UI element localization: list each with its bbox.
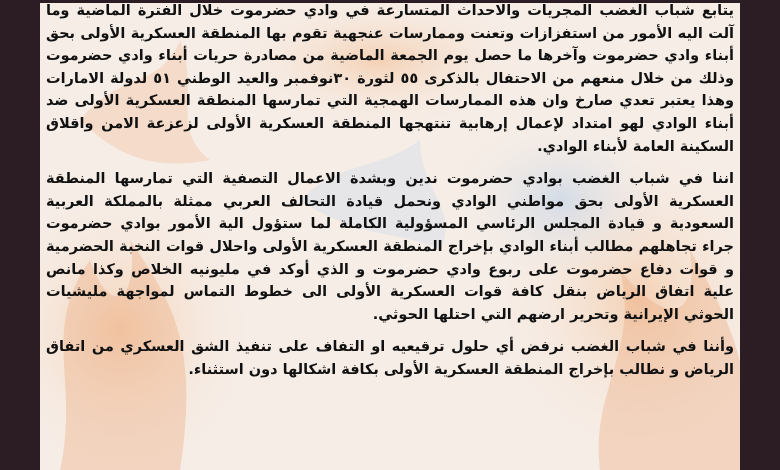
paragraph-1: يتابع شباب الغضب المجريات والاحداث المتسارعة في وادي حضرموت خلال الفترة الماضية وما آلت اليه الأمور من استفزازات وتعنت وممارسات عنجهية تقوم بها المنطقة العسكرية الأولى بحق أبناء وادي حضرموت وآخرها ما حصل يوم الجمعة الماضية من مصادرة حريات أبناء وادي حضرموت وذلك من خلال منعهم من الاحتفال بالذكرى ٥٥ لثورة ٣٠نوفمبر والعيد الوطني ٥١ لدولة الامارات وهذا يعتبر تعدي صارخ وان هذه الممارسات الهمجية التي تمارسها المنطقة العسكرية الأولى ضد أبناء الوادي لهو امتداد لإعمال إرهابية تنتهجها المنطقة العسكرية الأولى لزعزعة الامن واقلاق السكينة العامة لأبناء الوادي. bbox=[46, 3, 735, 155]
paragraph-2: اننا في شباب الغضب بوادي حضرموت ندين وبشدة الاعمال التصفية التي تمارسها المنطقة العسكرية الأولى بحق مواطني الوادي ونحمل قيادة التحالف العربي ممثلة بالمملكة العربية السعودية و قيادة المجلس الرئاسي المسؤولية الكاملة لما ستؤول الية الأمور بوادي حضرموت جراء تجاهلهم مطالب أبناء الوادي بإخراج المنطقة العسكرية الأولى واحلال قوات النخبة الحضرمية و قوات دفاع حضرموت على ربوع وادي حضرموت و الذي أوكد في مليونيه الخلاص وكذا مانص علية اتفاق الرياض بنقل كافة قوات العسكرية الأولى الى خطوط التماس لمواجهة مليشيات الحوثي الإيرانية وتحرير ارضهم التي احتلها الحوثي. bbox=[46, 171, 734, 323]
left-dark-border bbox=[0, 0, 40, 470]
statement-body bbox=[46, 0, 734, 382]
right-dark-border bbox=[740, 0, 780, 470]
paragraph-3: وأننا في شباب الغضب نرفض أي حلول ترقيعيه او التفاف على تنفيذ الشق العسكري من اتفاق الرياض و نطالب بإخراج المنطقة العسكرية الأولى بكافة اشكالها دون استثناء. bbox=[46, 339, 734, 378]
